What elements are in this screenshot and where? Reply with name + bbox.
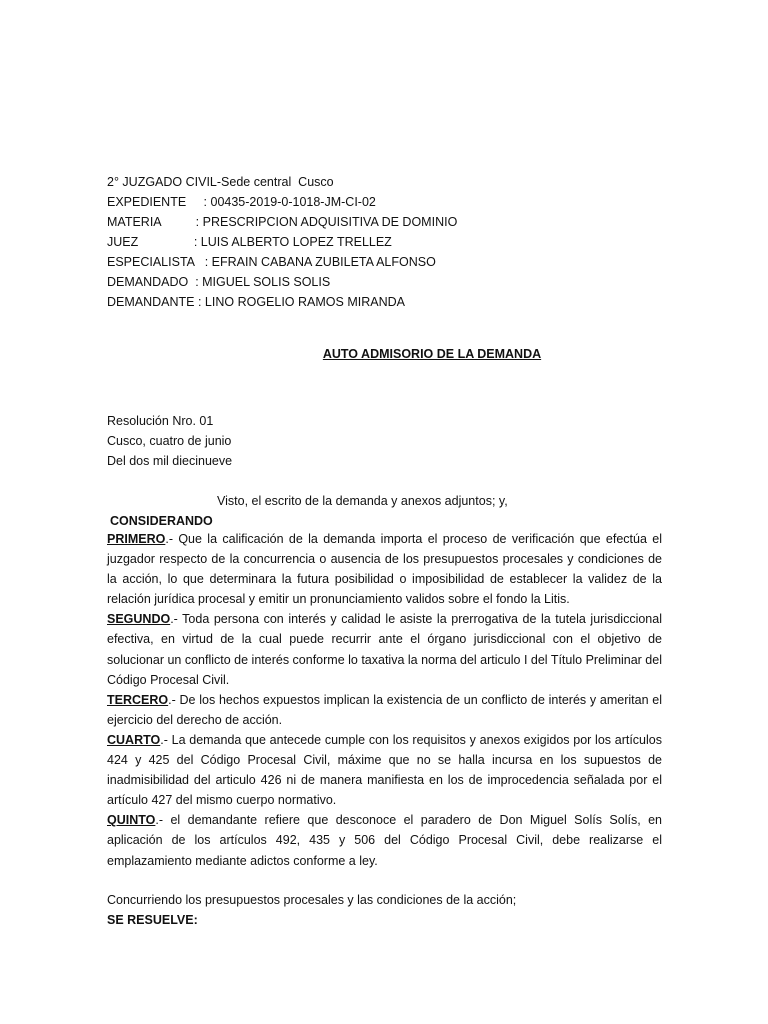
concurriendo-line: Concurriendo los presupuestos procesales y las condiciones de la acción; [107, 893, 517, 907]
text-primero: .- Que la calificación de la demanda importa el proceso de verificación que efectúa el juzgador respecto de la concurrencia o ausencia de los presupuestos procesales y condiciones de la acción, lo que determinara la futura posibilidad o imposibilidad de establecer la validez de la relación jurídica procesal y emitir un pronunciamiento validos sobre el fondo la Litis. [107, 532, 662, 607]
paragraph-quinto [107, 810, 662, 870]
resolution-date-line1: Cusco, cuatro de junio [107, 434, 232, 448]
label-segundo: SEGUNDO [107, 612, 171, 627]
se-resuelve-heading: SE RESUELVE: [107, 913, 198, 927]
label-quinto: QUINTO [107, 813, 156, 828]
header-expediente: EXPEDIENTE : 00435-2019-0-1018-JM-CI-02 [107, 195, 376, 209]
text-cuarto: .- La demanda que antecede cumple con los requisitos y anexos exigidos por los artículos 424 y 425 del Código Procesal Civil, máxime que no se halla incursa en los supuestos de inadmisibilidad del articulo 426 ni de manera manifiesta en los de improcedencia señalada por el artículo 427 del mismo cuerpo normativo. [107, 732, 662, 808]
text-segundo: .- Toda persona con interés y calidad le asiste la prerrogativa de la tutela jurisdiccional efectiva, en virtud de la cual puede recurrir ante el órgano jurisdiccional con el objetivo de solucionar un conflicto de interés conforme lo taxativa la norma del articulo I del Título Preliminar del Código Procesal Civil. [107, 612, 662, 687]
label-tercero: TERCERO [107, 692, 169, 707]
document-title: AUTO ADMISORIO DE LA DEMANDA [322, 347, 542, 361]
document-title-wrap [0, 344, 768, 364]
paragraph-segundo [107, 609, 662, 689]
text-quinto: .- el demandante refiere que desconoce el paradero de Don Miguel Solís Solís, en aplicación de los artículos 492, 435 y 506 del Código Procesal Civil, debe realizarse el emplazamiento mediante adictos conforme a ley. [107, 813, 662, 868]
text-tercero: .- De los hechos expuestos implican la existencia de un conflicto de interés y ameritan el ejercicio del derecho de acción. [107, 692, 662, 727]
header-juez: JUEZ : LUIS ALBERTO LOPEZ TRELLEZ [107, 235, 392, 249]
considerando-body [107, 529, 662, 871]
visto-line: Visto, el escrito de la demanda y anexos adjuntos; y, [217, 494, 508, 508]
header-materia: MATERIA : PRESCRIPCION ADQUISITIVA DE DOMINIO [107, 215, 458, 229]
resolution-number: Resolución Nro. 01 [107, 414, 214, 428]
header-demandado: DEMANDADO : MIGUEL SOLIS SOLIS [107, 275, 331, 289]
paragraph-cuarto [107, 730, 662, 810]
header-demandante: DEMANDANTE : LINO ROGELIO RAMOS MIRANDA [107, 295, 405, 309]
label-primero: PRIMERO [107, 532, 166, 546]
considerando-heading: CONSIDERANDO [110, 514, 213, 528]
header-especialista: ESPECIALISTA : EFRAIN CABANA ZUBILETA ALFONSO [107, 255, 436, 269]
resolution-date-line2: Del dos mil diecinueve [107, 454, 233, 468]
court-name: 2° JUZGADO CIVIL-Sede central Cusco [107, 175, 334, 189]
paragraph-tercero [107, 690, 662, 730]
label-cuarto: CUARTO [107, 732, 161, 747]
paragraph-primero [107, 529, 662, 609]
